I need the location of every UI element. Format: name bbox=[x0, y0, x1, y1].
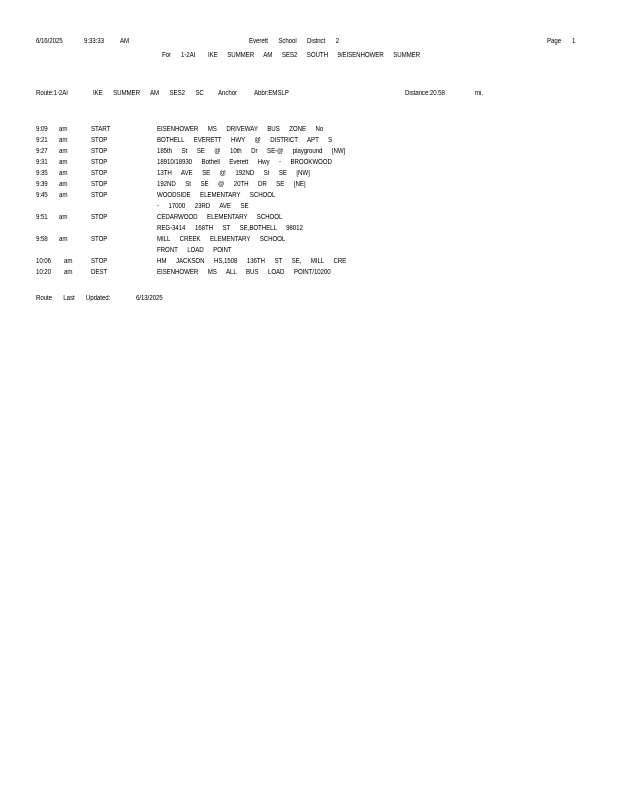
stop-description-cell bbox=[157, 225, 376, 235]
stop-description-cell bbox=[157, 236, 376, 246]
stop-row bbox=[0, 126, 618, 136]
stop-time: 10:20 bbox=[36, 269, 51, 276]
stop-ampm: am bbox=[59, 159, 68, 166]
stop-description: 13TH AVE SE @ 192ND St SE [NW] bbox=[157, 170, 310, 177]
stop-description-cell bbox=[157, 159, 376, 169]
stop-ampm: am bbox=[59, 236, 68, 243]
stop-ampm: am bbox=[59, 214, 68, 221]
stop-description-cell bbox=[157, 170, 376, 180]
stop-description-cell bbox=[157, 137, 376, 147]
page-number: 1 bbox=[572, 38, 576, 45]
report-subtitle-route: 1-2AI bbox=[181, 52, 196, 59]
stop-row bbox=[0, 181, 618, 191]
stop-description: 185th St SE @ 10th Dr SE-@ playground [NW] bbox=[157, 148, 346, 155]
report-subtitle-prefix: For bbox=[162, 52, 171, 59]
stop-row-continuation bbox=[0, 203, 618, 213]
stop-description: WOODSIDE ELEMENTARY SCHOOL bbox=[157, 192, 276, 199]
stop-description-cell bbox=[157, 203, 376, 213]
stop-ampm: am bbox=[64, 258, 73, 265]
stop-description: CEDARWOOD ELEMENTARY SCHOOL bbox=[157, 214, 283, 221]
stop-time: 9:21 bbox=[36, 137, 48, 144]
stop-description: MILL CREEK ELEMENTARY SCHOOL bbox=[157, 236, 286, 243]
stop-description-cell bbox=[157, 192, 376, 202]
stop-description: 18910/18930 Bothell Everett Hwy - BROOKWOOD bbox=[157, 159, 332, 166]
stop-time: 9:09 bbox=[36, 126, 48, 133]
stop-row bbox=[0, 170, 618, 180]
stop-description-cell bbox=[157, 214, 376, 224]
stop-time: 9:58 bbox=[36, 236, 48, 243]
stop-row bbox=[0, 214, 618, 224]
route-last-updated-date: 6/13/2025 bbox=[136, 295, 163, 302]
stop-ampm: am bbox=[59, 170, 68, 177]
stop-description-cell bbox=[157, 181, 376, 191]
district-name: Everett School District 2 bbox=[249, 38, 339, 45]
stop-description: REG-3414 168TH ST SE,BOTHELL 98012 bbox=[157, 225, 303, 232]
stop-time: 9:51 bbox=[36, 214, 48, 221]
stop-type: STOP bbox=[91, 181, 108, 188]
route-distance-unit: mi. bbox=[475, 90, 483, 97]
stop-type: DEST bbox=[91, 269, 108, 276]
stop-row bbox=[0, 192, 618, 202]
stop-description: FRONT LOAD POINT bbox=[157, 247, 232, 254]
stop-description: - 17000 23RD AVE SE bbox=[157, 203, 249, 210]
stop-type: STOP bbox=[91, 159, 108, 166]
stop-type: STOP bbox=[91, 258, 108, 265]
stop-ampm: am bbox=[59, 126, 68, 133]
report-ampm: AM bbox=[120, 38, 130, 45]
stop-row-continuation bbox=[0, 247, 618, 257]
stop-description: HM JACKSON HS,1508 136TH ST SE, MILL CRE bbox=[157, 258, 347, 265]
stop-time: 9:39 bbox=[36, 181, 48, 188]
stop-ampm: am bbox=[64, 269, 73, 276]
stop-description-cell bbox=[157, 269, 376, 279]
route-description: IKE SUMMER AM SES2 SC bbox=[93, 90, 204, 97]
report-date: 6/16/2025 bbox=[36, 38, 63, 45]
stop-description: EISENHOWER MS DRIVEWAY BUS ZONE No bbox=[157, 126, 324, 133]
stop-type: STOP bbox=[91, 236, 108, 243]
stop-row-continuation bbox=[0, 225, 618, 235]
stop-description: BOTHELL EVERETT HWY @ DISTRICT APT S bbox=[157, 137, 333, 144]
stop-description-cell bbox=[157, 126, 376, 136]
route-last-updated-label: Route Last Updated: bbox=[36, 295, 111, 302]
report-time: 9:33:33 bbox=[84, 38, 104, 45]
stop-ampm: am bbox=[59, 192, 68, 199]
stop-time: 9:27 bbox=[36, 148, 48, 155]
stop-type: STOP bbox=[91, 148, 108, 155]
stop-row bbox=[0, 236, 618, 246]
stop-type: STOP bbox=[91, 192, 108, 199]
stop-type: STOP bbox=[91, 137, 108, 144]
stop-row bbox=[0, 148, 618, 158]
stop-row bbox=[0, 137, 618, 147]
stop-description-cell bbox=[157, 148, 376, 158]
stop-time: 9:45 bbox=[36, 192, 48, 199]
route-id: Route:1-2AI bbox=[36, 90, 68, 97]
stop-description-cell bbox=[157, 247, 376, 257]
stop-ampm: am bbox=[59, 181, 68, 188]
stop-row bbox=[0, 258, 618, 268]
stop-time: 10:06 bbox=[36, 258, 51, 265]
stop-description-cell bbox=[157, 258, 376, 268]
stop-ampm: am bbox=[59, 137, 68, 144]
stop-ampm: am bbox=[59, 148, 68, 155]
page-label: Page bbox=[547, 38, 562, 45]
stop-row bbox=[0, 269, 618, 279]
stop-time: 9:35 bbox=[36, 170, 48, 177]
stop-description: EISENHOWER MS ALL BUS LOAD POINT/10200 bbox=[157, 269, 331, 276]
stop-row bbox=[0, 159, 618, 169]
stop-time: 9:31 bbox=[36, 159, 48, 166]
stop-description: 192ND St SE @ 20TH DR SE [NE] bbox=[157, 181, 306, 188]
route-distance: Distance:20.58 bbox=[405, 90, 445, 97]
report-subtitle-rest: IKE SUMMER AM SES2 SOUTH 9/EISENHOWER SUMMER bbox=[208, 52, 421, 59]
stop-type: START bbox=[91, 126, 111, 133]
route-anchor: Anchor bbox=[218, 90, 238, 97]
route-abbreviation: Abbr:EMSLP bbox=[254, 90, 289, 97]
stop-type: STOP bbox=[91, 170, 108, 177]
stop-type: STOP bbox=[91, 214, 108, 221]
